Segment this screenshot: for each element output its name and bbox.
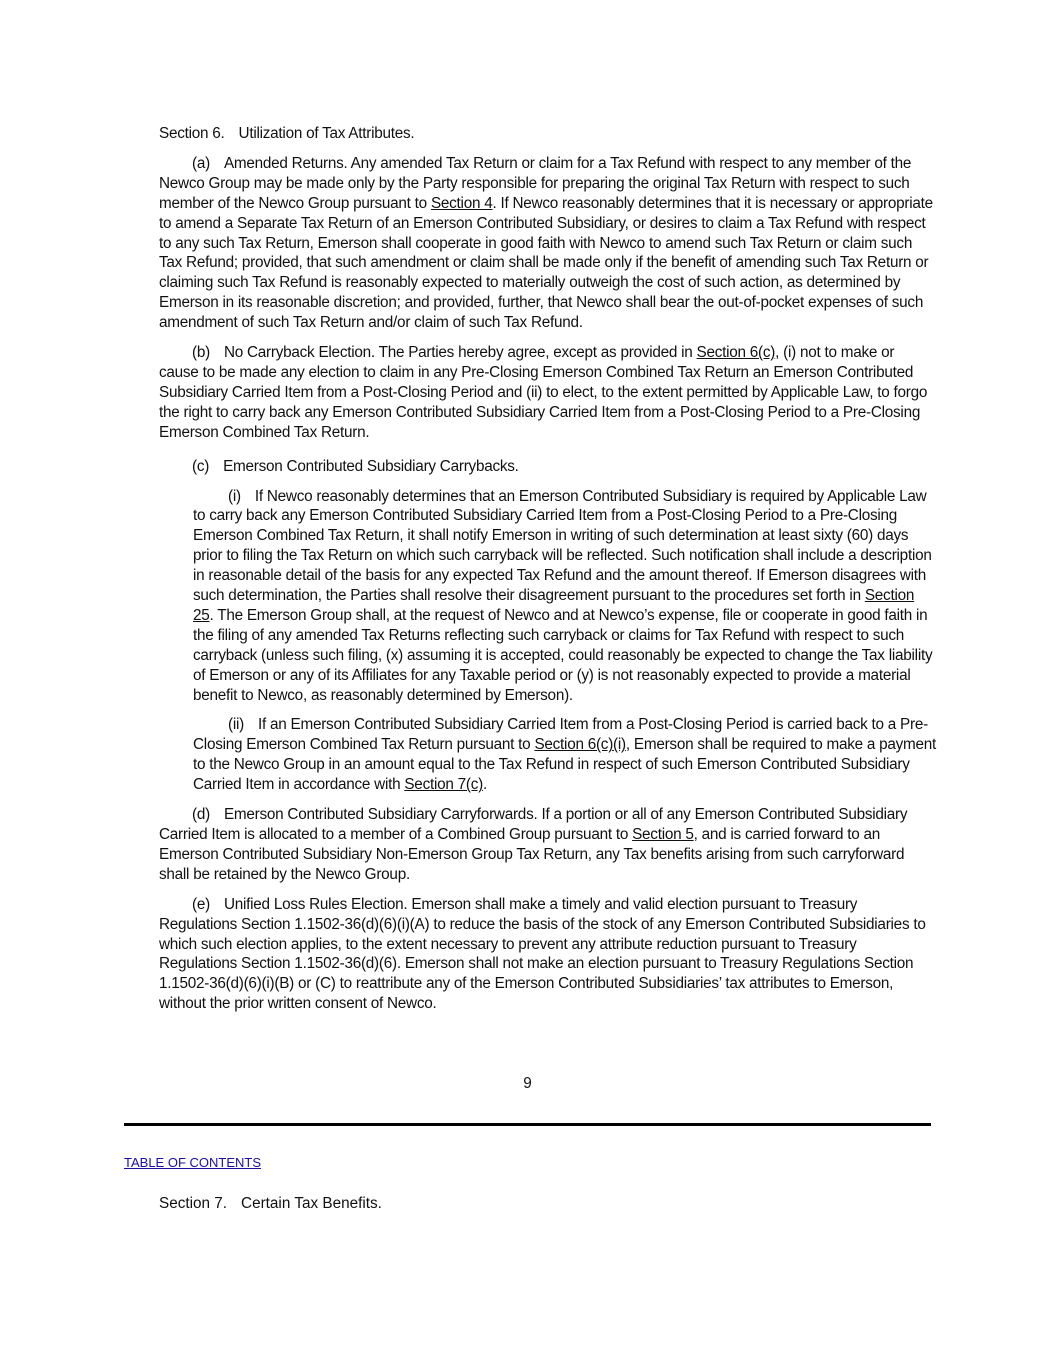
paragraph-label: (a): [192, 154, 210, 172]
section-number: Section 6.: [159, 125, 225, 142]
paragraph-a: [159, 154, 937, 333]
paragraph-title: Emerson Contributed Subsidiary Carrybacks.: [223, 457, 519, 475]
cross-reference-link[interactable]: Section 4: [430, 194, 493, 212]
paragraph-text: If Newco reasonably determines that an Emerson Contributed Subsidiary is required by Applicable Law to carry back any Emerson Contributed Subsidiary Carried Item from a Post-Closing Period to a Pre-Closing Emerson Combined Tax Return, it shall notify Emerson in writing of such determination at least sixty (60) days prior to filing the Tax Return on which such carryback will be reflected. Such notification shall include a description in reasonable detail of the basis for any expected Tax Refund and the amount thereof. If Emerson disagrees with such determination, the Parties shall resolve their disagreement pursuant to the procedures set forth in: [193, 487, 932, 605]
paragraph-text: Emerson Contributed Subsidiary Carryforwards. If a portion or all of any Emerson Contributed Subsidiary Carried Item is allocated to a member of a Combined Group pursuant to: [159, 806, 908, 843]
cross-reference-link[interactable]: Section 6(c): [696, 344, 776, 362]
paragraph-text: , (i) not to make or cause to be made any election to claim in any Pre-Closing Emerson Combined Tax Return an Emerson Contributed Subsidiary Carried Item from a Post-Closing Period and (ii) to elect, to the extent permitted by Applicable Law, to forgo the right to carry back any Emerson Contributed Subsidiary Carried Item from a Post-Closing Period to a Pre-Closing Emerson Combined Tax Return.: [159, 344, 928, 441]
paragraph-text: . If Newco reasonably determines that it is necessary or appropriate to amend a Separate Tax Return of an Emerson Contributed Subsidiary, or desires to claim a Tax Refund with respect to any such Tax Return, Emerson shall cooperate in good faith with Newco to amend such Tax Return or claim such Tax Refund; provided, that such amendment or claim shall be made only if the benefit of amending such Tax Return or claiming such Tax Refund is reasonably expected to materially outweigh the cost of such action, as determined by Emerson in its reasonable discretion; and provided, further, that Newco shall bear the out-of-pocket expenses of such amendment of such Tax Return and/or claim of such Tax Refund.: [159, 194, 933, 332]
paragraph-text: Amended Returns. Any amended Tax Return or claim for a Tax Refund with respect to any member of the Newco Group may be made only by the Party responsible for preparing the original Tax Return with respect to such member of the Newco Group pursuant to: [159, 154, 912, 212]
paragraph-text: Unified Loss Rules Election. Emerson shall make a timely and valid election pursuant to Treasury Regulations Section 1.1502-36(d)(6)(i)(A) to reduce the basis of the stock of any Emerson Contributed Subsidiaries to which such election applies, to the extent necessary to prevent any attribute reduction pursuant to Treasury Regulations Section 1.1502-36(d)(6). Emerson shall not make an election pursuant to Treasury Regulations Section 1.1502-36(d)(6)(i)(B) or (C) to reattribute any of the Emerson Contributed Subsidiaries’ tax attributes to Emerson, without the prior written consent of Newco.: [159, 895, 926, 1013]
paragraph-label: (e): [192, 895, 210, 913]
section-title: Utilization of Tax Attributes.: [238, 125, 415, 142]
paragraph-e: [159, 895, 937, 1014]
section-title: Certain Tax Benefits.: [241, 1195, 382, 1212]
paragraph-text: . The Emerson Group shall, at the request of Newco and at Newco’s expense, file or cooperate in good faith in the filing of any amended Tax Returns reflecting such carryback or claims for Tax Refund with respect to such carryback (unless such filing, (x) assuming it is accepted, could reasonably be expected to change the Tax liability of Emerson or any of its Affiliates for any Taxable period or (y) is not reasonably expected to provide a material benefit to Newco, as reasonably determined by Emerson).: [193, 606, 933, 704]
paragraph-text: If an Emerson Contributed Subsidiary Carried Item from a Post-Closing Period is carried back to a Pre-Closing Emerson Combined Tax Return pursuant to: [193, 716, 928, 754]
cross-reference-link[interactable]: Section 6(c)(i): [534, 736, 626, 754]
section-7-heading: [159, 1195, 382, 1213]
paragraph-text: No Carryback Election. The Parties hereby agree, except as provided in: [223, 344, 697, 362]
paragraph-text: .: [482, 776, 487, 794]
paragraph-b: [159, 343, 937, 443]
paragraph-text: , and is carried forward to an Emerson Contributed Subsidiary Non-Emerson Group Tax Return, any Tax benefits arising from such carryforward shall be retained by the Newco Group.: [159, 826, 905, 883]
subparagraph-c-i: [159, 487, 937, 706]
cross-reference-link[interactable]: Section 25: [193, 587, 915, 624]
page-number: 9: [523, 1075, 532, 1092]
paragraph-text: , Emerson shall be required to make a payment to the Newco Group in an amount equal to the Tax Refund in respect of such Emerson Contributed Subsidiary Carried Item in accordance with: [193, 736, 937, 794]
paragraph-c-heading: [159, 457, 937, 477]
section-6-heading: [159, 124, 937, 144]
subparagraph-c-ii: [159, 715, 937, 795]
cross-reference-link[interactable]: Section 5: [632, 826, 694, 843]
page-divider: [124, 1123, 931, 1126]
table-of-contents-link[interactable]: TABLE OF CONTENTS: [124, 1155, 261, 1170]
paragraph-label: (i): [228, 487, 241, 505]
section-number: Section 7.: [159, 1195, 228, 1212]
paragraph-d: [159, 805, 937, 885]
paragraph-label: (c): [192, 457, 210, 475]
paragraph-label: (b): [192, 344, 210, 362]
paragraph-label: (ii): [228, 716, 244, 734]
paragraph-label: (d): [192, 806, 210, 824]
document-body: [159, 124, 937, 1024]
cross-reference-link[interactable]: Section 7(c): [404, 776, 483, 794]
